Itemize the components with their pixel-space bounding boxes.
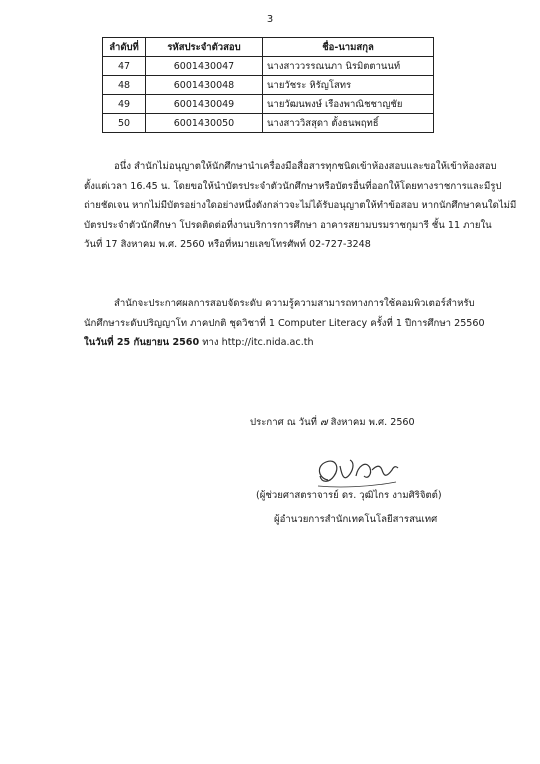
paragraph-line: สำนักจะประกาศผลการสอบจัดระดับ ความรู้ความสามารถทางการใช้คอมพิวเตอร์สำหรับ <box>114 298 475 309</box>
header-full-name: ชื่อ-นามสกุล <box>263 38 434 57</box>
handwritten-day: ๗ <box>320 417 328 428</box>
table-row <box>103 95 434 114</box>
table-row <box>103 57 434 76</box>
row-exam-id: 6001430048 <box>146 76 263 95</box>
results-url-text: ทาง http://itc.nida.ac.th <box>199 337 314 348</box>
row-order: 50 <box>103 114 146 133</box>
results-paragraph <box>84 294 485 353</box>
page-number: 3 <box>266 14 274 25</box>
header-order: ลำดับที่ <box>103 38 146 57</box>
row-full-name: นางสาววรรณนภา นิรมิตตานนท์ <box>263 57 434 76</box>
table-row <box>103 76 434 95</box>
row-full-name: นายวัชระ หิรัญโสทร <box>263 76 434 95</box>
row-full-name: นายวัฒนพงษ์ เรืองพาณิชชาญชัย <box>263 95 434 114</box>
announcement-prefix: ประกาศ ณ วันที่ <box>250 417 317 428</box>
paragraph-line: อนึ่ง สำนักไม่อนุญาตให้นักศึกษานำเครื่องมือสื่อสารทุกชนิดเข้าห้องสอบและขอให้เข้าห้องสอบ <box>114 161 497 172</box>
paragraph-line: นักศึกษาระดับปริญญาโท ภาคปกติ ชุดวิชาที่ 1 Computer Literacy ครั้งที่ 1 ปีการศึกษา 25560 <box>84 317 485 329</box>
paragraph-line: ถ่ายชัดเจน หากไม่มีบัตรอย่างใดอย่างหนึ่งดังกล่าวจะไม่ได้รับอนุญาตให้ทำข้อสอบ หากนักศึกษาคนใดไม่มี <box>84 200 517 211</box>
row-order: 47 <box>103 57 146 76</box>
paragraph-line: วันที่ 17 สิงหาคม พ.ศ. 2560 หรือที่หมายเลขโทรศัพท์ 02-727-3248 <box>84 239 371 250</box>
row-exam-id: 6001430050 <box>146 114 263 133</box>
row-order: 49 <box>103 95 146 114</box>
announcement-date <box>250 415 415 430</box>
table-row <box>103 114 434 133</box>
row-full-name: นางสาววิสสุดา ตั้งธนพฤทธิ์ <box>263 114 434 133</box>
announcement-suffix: สิงหาคม พ.ศ. 2560 <box>330 417 415 428</box>
paragraph-line <box>84 333 456 353</box>
row-order: 48 <box>103 76 146 95</box>
table-header-row <box>103 38 434 57</box>
signer-name: (ผู้ช่วยศาสตราจารย์ ดร. วุฒิไกร งามศิริจิตต์) <box>256 490 442 501</box>
paragraph-line: ตั้งแต่เวลา 16.45 น. โดยขอให้นำบัตรประจำตัวนักศึกษาหรือบัตรอื่นที่ออกให้โดยทางราชการและมีรูป <box>84 180 502 192</box>
paragraph-line: บัตรประจำตัวนักศึกษา โปรดติดต่อที่งานบริการการศึกษา อาคารสยามบรมราชกุมารี ชั้น 11 ภายใน <box>84 219 492 231</box>
candidate-table <box>102 37 434 133</box>
row-exam-id: 6001430047 <box>146 57 263 76</box>
results-date: ในวันที่ 25 กันยายน 2560 <box>84 337 200 348</box>
exam-rules-paragraph <box>84 157 517 255</box>
header-exam-id: รหัสประจำตัวสอบ <box>146 38 263 57</box>
row-exam-id: 6001430049 <box>146 95 263 114</box>
signer-title: ผู้อำนวยการสำนักเทคโนโลยีสารสนเทศ <box>274 514 438 525</box>
